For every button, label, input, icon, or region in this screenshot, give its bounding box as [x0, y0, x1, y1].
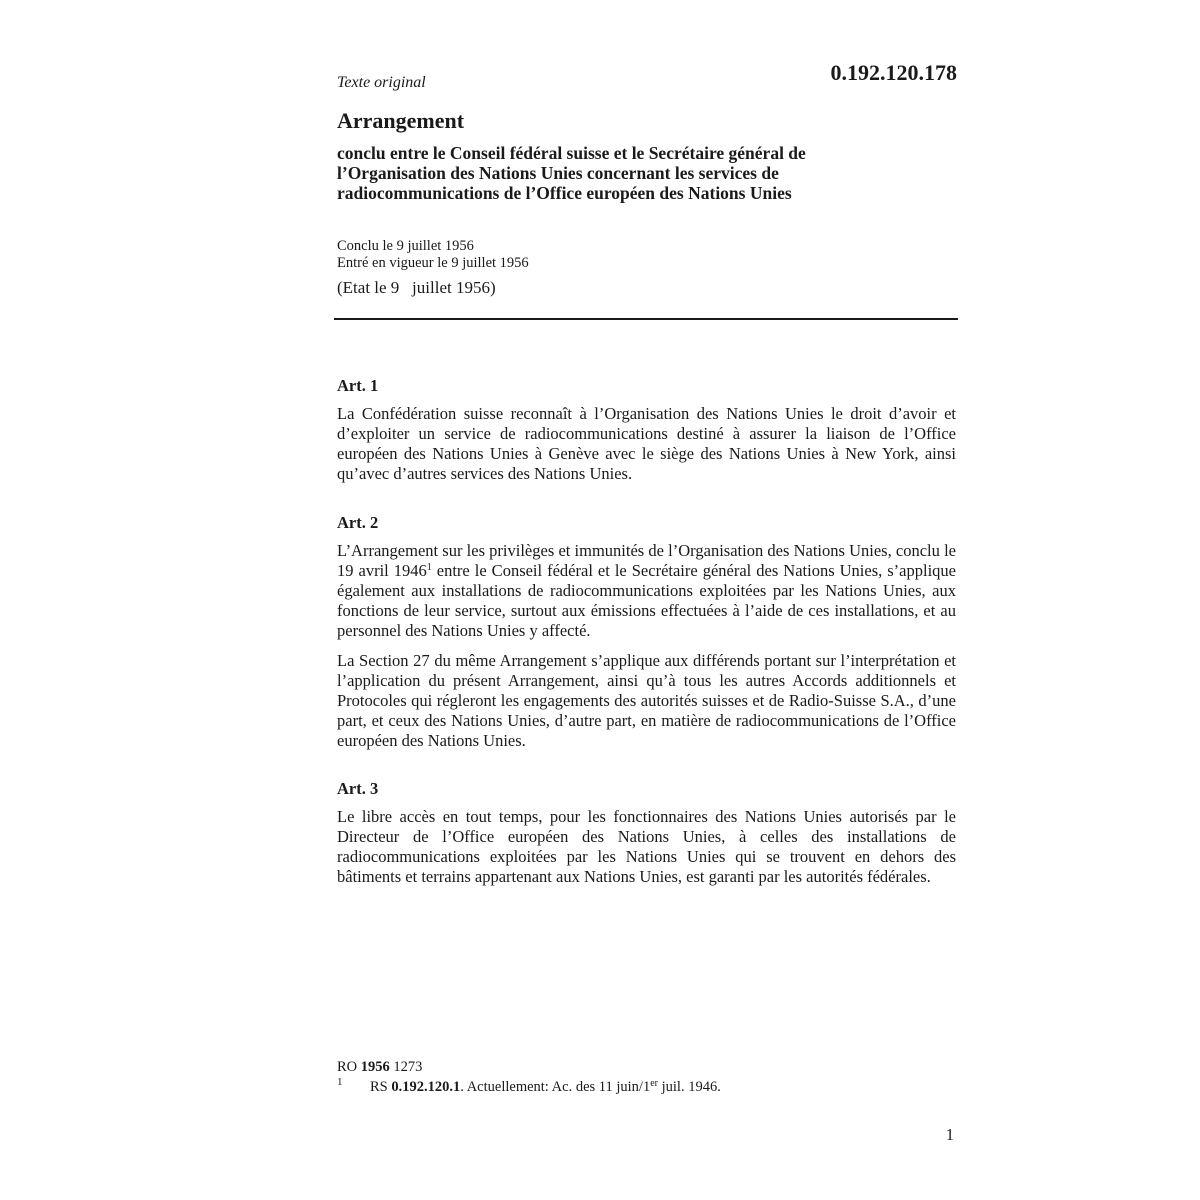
article-2-paragraph-1-text-a: L’Arrangement sur les privilèges et immunités de l’Organisation des Nations Unies, conclu le 19 avril 1946 [337, 541, 956, 580]
footnote-text-b: juil. 1946. [657, 1079, 721, 1095]
sr-number: 0.192.120.178 [830, 60, 957, 85]
entry-into-force-date: Entré en vigueur le 9 juillet 1956 [337, 255, 529, 271]
document-page [337, 0, 957, 1200]
official-compilation-reference [337, 1059, 422, 1076]
footnote-number: 1 [337, 1076, 343, 1088]
page-number: 1 [945, 1125, 954, 1144]
article-3-paragraph: Le libre accès en tout temps, pour les fonctionnaires des Nations Unies autorisés par le Directeur de l’Office européen des Nations Unies, à celles des installations de radiocommunications exploitées par les Nations Unies qui se trouvent en dehors des bâtiments et terrains appartenant aux Nations Unies, est garanti par les autorités fédérales. [337, 807, 956, 886]
footnote-text-a: . Actuellement: Ac. des 11 juin/1 [460, 1079, 651, 1095]
footnote-reference-1[interactable]: 1 [426, 562, 432, 573]
concluded-date: Conclu le 9 juillet 1956 [337, 238, 474, 254]
article-1-paragraph: La Confédération suisse reconnaît à l’Organisation des Nations Unies le droit d’avoir et d’exploiter un service de radiocommunications destiné à assurer la liaison de l’Office européen des Nations Unies à Genève avec le siège des Nations Unies à New York, ainsi qu’avec d’autres services des Nations Unies. [337, 404, 956, 483]
footnote-sr-reference[interactable]: 0.192.120.1 [391, 1079, 461, 1095]
document-subtitle: conclu entre le Conseil fédéral suisse et le Secrétaire général de l’Organisation des Nations Unies concernant les services de radiocommunications de l’Office européen des Nations Unies [337, 143, 806, 203]
article-2-paragraph-1 [337, 541, 956, 641]
state-date: (Etat le 9 juillet 1956) [337, 278, 496, 297]
document-title: Arrangement [337, 108, 465, 133]
ro-year: 1956 [360, 1059, 390, 1075]
ro-prefix: RO [337, 1059, 361, 1075]
ro-page: 1273 [389, 1059, 423, 1075]
footnote-rs-prefix: RS [370, 1079, 392, 1095]
article-1-heading: Art. 1 [337, 376, 379, 395]
footnote-text [370, 1079, 721, 1096]
article-2-paragraph-2: La Section 27 du même Arrangement s’applique aux différends portant sur l’interprétation et l’application du présent Arrangement, ainsi qu’à tous les autres Accords additionnels et Protocoles qui régleront les engagements des autorités suisses et de Radio-Suisse S.A., d’une part, et ceux des Nations Unies, d’autre part, en matière de radiocommunications de l’Office européen des Nations Unies. [337, 651, 956, 750]
footnote-superscript: er [650, 1078, 658, 1089]
header-divider [334, 318, 958, 320]
article-2-heading: Art. 2 [337, 513, 379, 532]
original-text-label: Texte original [337, 74, 426, 91]
article-2-paragraph-1-text-b: entre le Conseil fédéral et le Secrétaire général des Nations Unies, s’applique également aux installations de radiocommunications exploitées par les Nations Unies, aux fonctions de leur service, surtout aux émissions effectuées à l’aide de ces installations, et au personnel des Nations Unies y affecté. [337, 561, 956, 640]
article-3-heading: Art. 3 [337, 779, 379, 798]
